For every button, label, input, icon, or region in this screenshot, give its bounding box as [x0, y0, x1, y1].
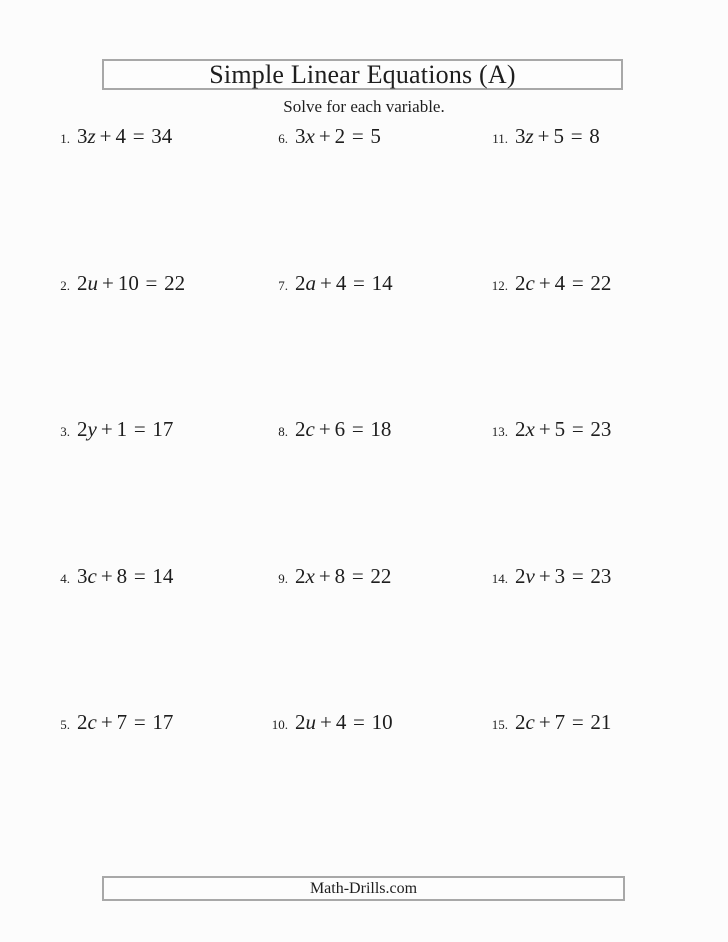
problem-item — [40, 710, 258, 857]
equals-sign: = — [145, 270, 158, 295]
equation-result: 14 — [371, 270, 393, 295]
equation-result: 5 — [370, 124, 381, 148]
equation-result: 18 — [370, 417, 392, 441]
equation — [77, 564, 173, 589]
equation-coefficient: 2 — [295, 563, 306, 588]
equals-sign: = — [571, 710, 584, 734]
equals-sign: = — [570, 124, 583, 148]
equation-coefficient: 3 — [295, 124, 306, 148]
problem-number: 5. — [60, 717, 70, 732]
equation-result: 23 — [590, 417, 612, 441]
equation-variable: z — [525, 124, 534, 148]
equation-coefficient: 3 — [515, 124, 526, 148]
equals-sign: = — [351, 563, 364, 588]
equation-result: 10 — [371, 710, 393, 734]
problem-item — [258, 417, 478, 564]
problem-number: 3. — [60, 424, 70, 439]
equation-variable: x — [305, 124, 315, 148]
equation — [515, 710, 611, 735]
equation-coefficient: 2 — [77, 417, 88, 441]
problem-item — [258, 124, 478, 271]
equals-sign: = — [353, 270, 365, 295]
plus-operator: + — [101, 270, 114, 295]
plus-operator: + — [319, 270, 332, 295]
equation-coefficient: 3 — [77, 563, 88, 588]
problem-number: 8. — [278, 424, 288, 439]
page-title: Simple Linear Equations (A) — [209, 59, 516, 89]
plus-operator: + — [318, 563, 331, 588]
equation-variable: u — [305, 710, 316, 734]
equation-addend: 10 — [117, 270, 139, 295]
plus-operator: + — [318, 124, 331, 148]
footer-site-name: Math-Drills.com — [309, 879, 418, 897]
equals-sign: = — [571, 270, 584, 295]
equation-variable: u — [87, 270, 98, 295]
equation-addend: 4 — [335, 270, 347, 295]
worksheet-instructions: Solve for each variable. — [283, 97, 445, 116]
equation-variable: a — [305, 270, 316, 295]
equation-variable: c — [305, 417, 315, 441]
problems-grid — [40, 124, 690, 857]
equation-addend: 5 — [553, 124, 564, 148]
equals-sign: = — [133, 417, 146, 441]
equation-addend: 3 — [554, 563, 566, 588]
equation-variable: v — [525, 563, 535, 588]
problem-item — [258, 271, 478, 418]
equation-variable: x — [525, 417, 535, 441]
problem-number: 4. — [60, 570, 70, 586]
problem-item — [478, 271, 690, 418]
equation — [515, 417, 611, 442]
equation-result: 22 — [370, 563, 392, 588]
equation-addend: 8 — [116, 563, 128, 588]
equation-result: 8 — [589, 124, 600, 148]
plus-operator: + — [100, 417, 113, 441]
equation-variable: c — [525, 270, 535, 295]
problem-number: 11. — [492, 131, 508, 146]
equation-coefficient: 2 — [515, 710, 526, 734]
equation-coefficient: 2 — [295, 417, 306, 441]
plus-operator: + — [537, 124, 550, 148]
problem-number: 14. — [491, 570, 508, 586]
equation — [295, 271, 393, 296]
equals-sign: = — [571, 417, 584, 441]
problem-number: 12. — [491, 277, 508, 293]
equation-addend: 4 — [115, 124, 126, 148]
equation-variable: z — [87, 124, 96, 148]
equation-addend: 4 — [554, 270, 566, 295]
equation-addend: 5 — [554, 417, 566, 441]
problem-item — [40, 124, 258, 271]
problem-item — [478, 564, 690, 711]
equation-result: 17 — [152, 417, 174, 441]
equation-coefficient: 2 — [77, 270, 88, 295]
equation — [515, 271, 611, 296]
problem-item — [258, 710, 478, 857]
problem-number: 1. — [60, 131, 70, 146]
plus-operator: + — [538, 417, 551, 441]
worksheet-title-box — [102, 59, 623, 90]
equation-result: 14 — [152, 563, 174, 588]
problem-item — [40, 564, 258, 711]
equals-sign: = — [351, 124, 364, 148]
plus-operator: + — [99, 124, 112, 148]
equation-addend: 2 — [334, 124, 346, 148]
problem-number: 15. — [491, 717, 508, 732]
plus-operator: + — [100, 710, 113, 734]
equation — [295, 710, 393, 735]
problem-item — [258, 564, 478, 711]
footer-box — [102, 876, 625, 901]
equation-coefficient: 2 — [515, 270, 526, 295]
problem-number: 9. — [278, 570, 288, 586]
problem-item — [478, 710, 690, 857]
problem-item — [40, 417, 258, 564]
problem-number: 13. — [491, 424, 508, 439]
problem-number: 6. — [278, 131, 288, 146]
equation-addend: 7 — [554, 710, 566, 734]
equation-result: 23 — [590, 563, 612, 588]
equals-sign: = — [133, 563, 146, 588]
plus-operator: + — [318, 417, 331, 441]
equation — [515, 124, 600, 149]
plus-operator: + — [538, 710, 551, 734]
equation-result: 17 — [152, 710, 174, 734]
equals-sign: = — [132, 124, 145, 148]
equation-addend: 6 — [334, 417, 346, 441]
equation — [295, 124, 381, 149]
equation-coefficient: 2 — [77, 710, 88, 734]
problem-number: 2. — [60, 277, 70, 293]
problem-number: 10. — [271, 717, 288, 732]
equals-sign: = — [353, 710, 365, 734]
equation-coefficient: 2 — [295, 270, 306, 295]
equation-addend: 7 — [116, 710, 128, 734]
problem-number: 7. — [278, 277, 288, 293]
plus-operator: + — [319, 710, 332, 734]
equation-variable: x — [305, 563, 315, 588]
equation — [295, 417, 391, 442]
equation-coefficient: 3 — [77, 124, 88, 148]
equation-variable: c — [87, 710, 97, 734]
equation — [77, 124, 172, 149]
equation — [515, 564, 611, 589]
problem-item — [40, 271, 258, 418]
equation-result: 22 — [590, 270, 612, 295]
equation-coefficient: 2 — [295, 710, 306, 734]
equation-result: 22 — [164, 270, 186, 295]
equals-sign: = — [351, 417, 364, 441]
equation-variable: c — [87, 563, 97, 588]
equals-sign: = — [133, 710, 146, 734]
equation-addend: 8 — [334, 563, 346, 588]
equals-sign: = — [571, 563, 584, 588]
problem-item — [478, 417, 690, 564]
equation-coefficient: 2 — [515, 563, 526, 588]
equation-variable: y — [87, 417, 97, 441]
equation — [77, 710, 173, 735]
problem-item — [478, 124, 690, 271]
equation-coefficient: 2 — [515, 417, 526, 441]
equation — [295, 564, 391, 589]
equation-addend: 1 — [116, 417, 128, 441]
equation-variable: c — [525, 710, 535, 734]
equation-addend: 4 — [335, 710, 347, 734]
plus-operator: + — [100, 563, 113, 588]
plus-operator: + — [538, 563, 551, 588]
equation-result: 21 — [590, 710, 612, 734]
equation — [77, 417, 173, 442]
plus-operator: + — [538, 270, 551, 295]
equation — [77, 271, 185, 296]
equation-result: 34 — [151, 124, 173, 148]
